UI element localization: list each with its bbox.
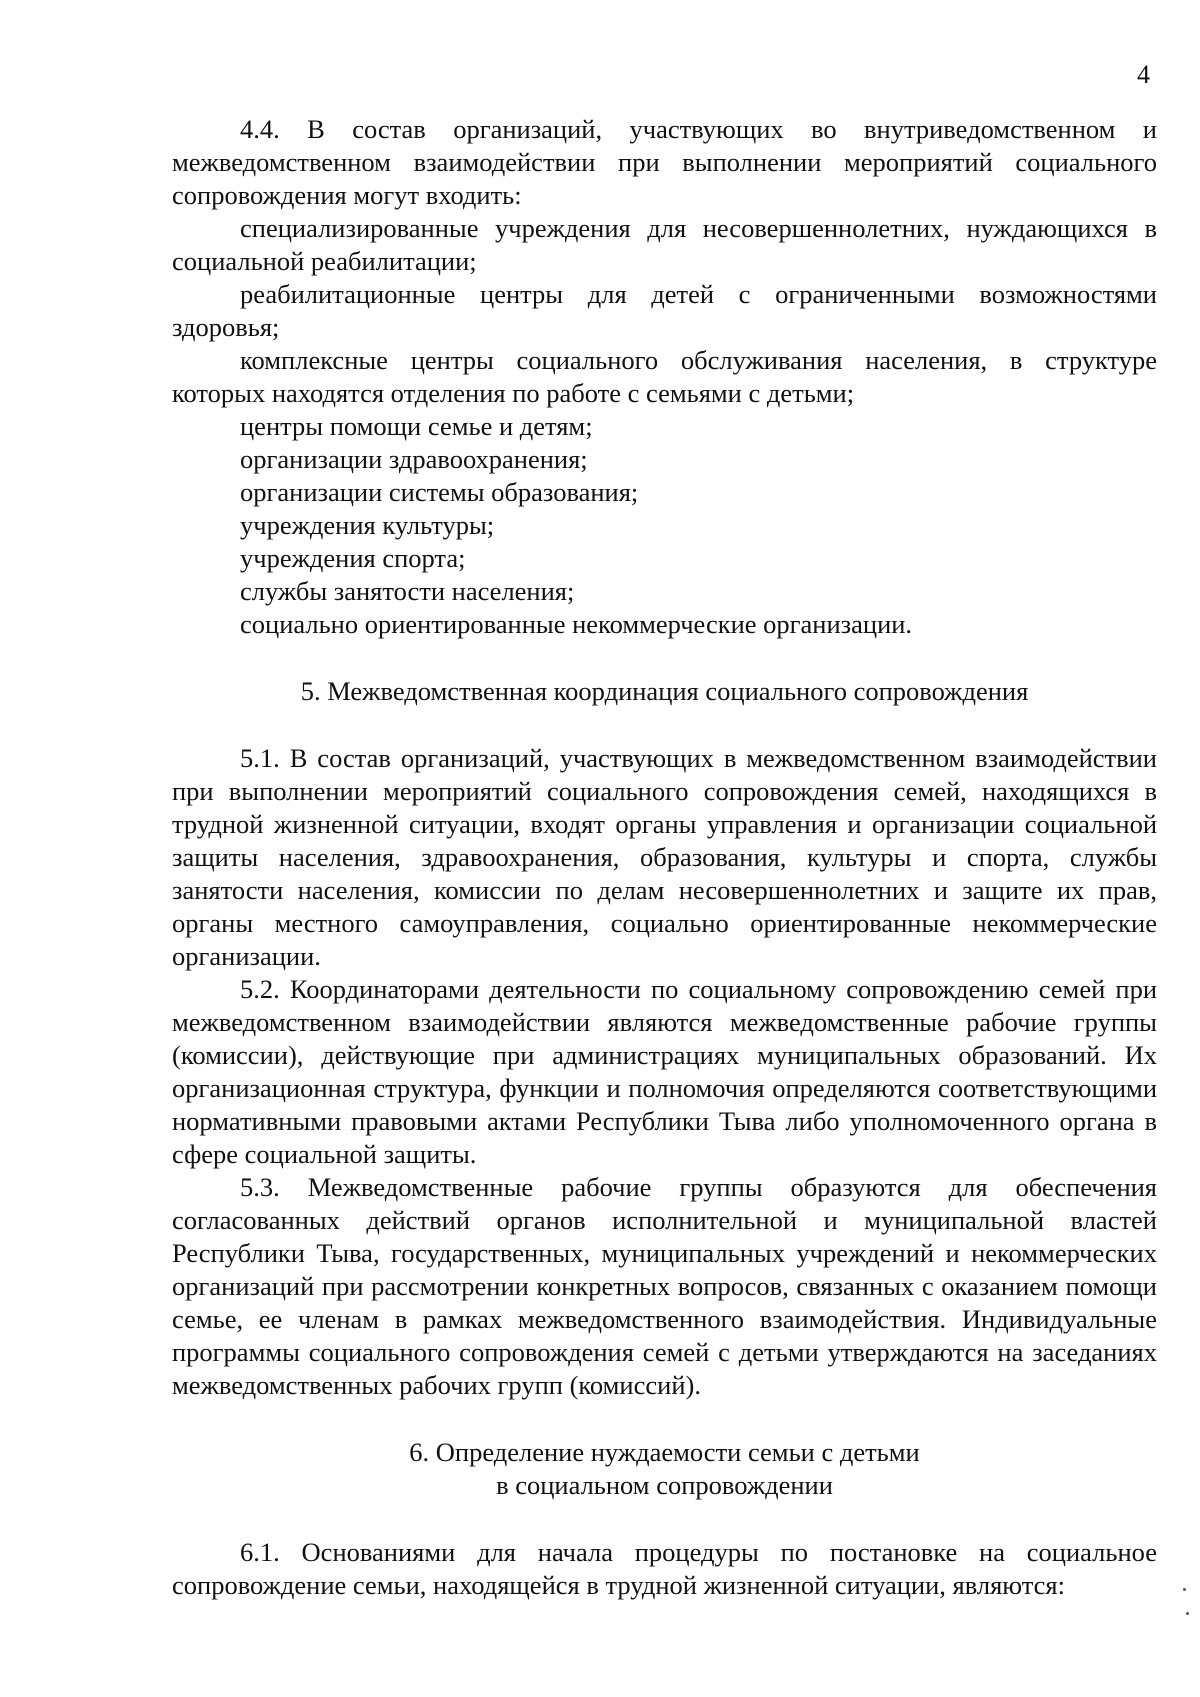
- paragraph-5-2: 5.2. Координаторами деятельности по социальному сопровождению семей при межведомственном взаимодействии являются межведомственные рабочие группы (комиссии), действующие при администрациях муниципальных образований. Их организационная структура, функции и полномочия определяются соответствующими нормативными правовыми актами Республики Тыва либо уполномоченного органа в сфере социальной защиты.: [172, 974, 1157, 1169]
- paragraph-6-1: 6.1. Основаниями для начала процедуры по постановке на социальное сопровождение семьи, находящейся в трудной жизненной ситуации, являются:: [172, 1537, 1157, 1600]
- list-item: службы занятости населения;: [240, 576, 575, 606]
- list-item: учреждения спорта;: [240, 543, 466, 573]
- page-number: 4: [1137, 60, 1150, 89]
- list-item: социально ориентированные некоммерческие организации.: [240, 609, 913, 639]
- list-item: реабилитационные центры для детей с ограниченными возможностями здоровья;: [172, 279, 1157, 342]
- section-6-heading-line-2: в социальном сопровождении: [496, 1470, 833, 1500]
- list-item: комплексные центры социального обслуживания населения, в структуре которых находятся отделения по работе с семьями с детьми;: [172, 345, 1157, 408]
- paragraph-5-1: 5.1. В состав организаций, участвующих в межведомственном взаимодействии при выполнении мероприятий социального сопровождения семей, находящихся в трудной жизненной ситуации, входят органы управления и организации социальной защиты населения, здравоохранения, образования, культуры и спорта, службы занятости населения, комиссии по делам несовершеннолетних и защите их прав, органы местного самоуправления, социально ориентированные некоммерческие организации.: [172, 743, 1157, 971]
- section-6-heading: [172, 1436, 1157, 1502]
- section-6-heading-line-1: 6. Определение нуждаемости семьи с детьми: [409, 1437, 920, 1467]
- scan-speck: [1183, 1588, 1186, 1591]
- paragraph-5-3: 5.3. Межведомственные рабочие группы образуются для обеспечения согласованных действий органов исполнительной и муниципальной властей Республики Тыва, государственных, муниципальных учреждений и некоммерческих организаций при рассмотрении конкретных вопросов, связанных с оказанием помощи семье, ее членам в рамках межведомственного взаимодействия. Индивидуальные программы социального сопровождения семей с детьми утверждаются на заседаниях межведомственных рабочих групп (комиссий).: [172, 1172, 1157, 1400]
- list-item: организации системы образования;: [240, 477, 639, 507]
- list-item: центры помощи семье и детям;: [240, 411, 593, 441]
- list-item: учреждения культуры;: [240, 510, 495, 540]
- scan-speck: [1186, 1612, 1189, 1615]
- list-item: организации здравоохранения;: [240, 444, 588, 474]
- document-body: [172, 113, 1157, 1602]
- paragraph-4-4: 4.4. В состав организаций, участвующих во внутриведомственном и межведомственном взаимодействии при выполнении мероприятий социального сопровождения могут входить:: [172, 114, 1157, 210]
- section-5-heading: 5. Межведомственная координация социального сопровождения: [300, 676, 1029, 706]
- list-item: специализированные учреждения для несовершеннолетних, нуждающихся в социальной реабилитации;: [172, 213, 1157, 276]
